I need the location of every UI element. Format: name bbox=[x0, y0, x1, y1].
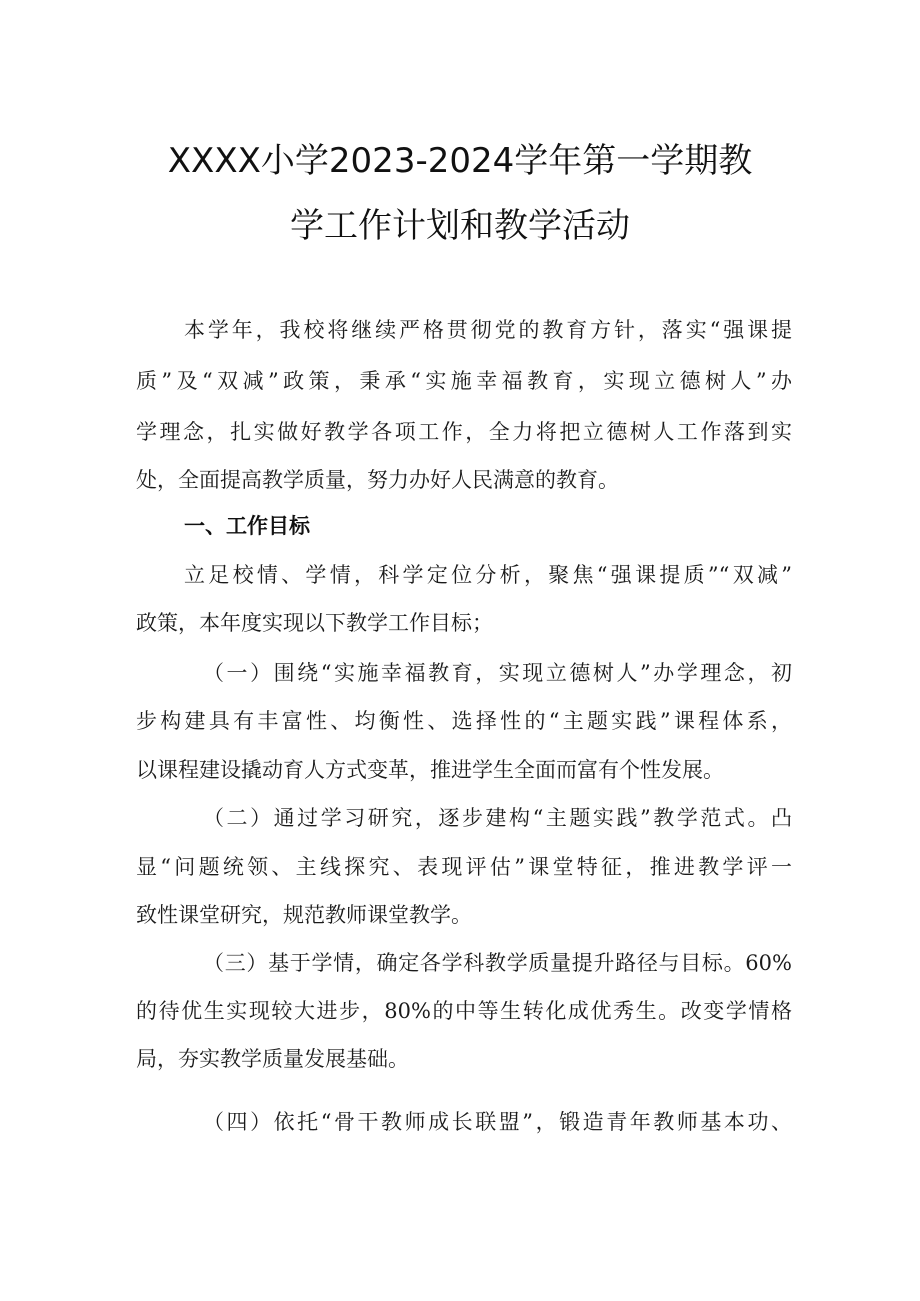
intro-paragraph-line: 本学年，我校将继续严格贯彻党的教育方针，落实“强课提 bbox=[184, 318, 792, 342]
section-intro-line: 政策，本年度实现以下教学工作目标； bbox=[136, 611, 493, 635]
goal-1-line: 步构建具有丰富性、均衡性、选择性的“主题实践”课程体系， bbox=[136, 709, 792, 733]
goal-3-line: （三）基于学情，确定各学科教学质量提升路径与目标。60% bbox=[203, 951, 792, 975]
goal-2-line: （二）通过学习研究，逐步建构“主题实践”教学范式。凸 bbox=[203, 806, 792, 830]
document-title-line-2: 学工作计划和教学活动 bbox=[290, 206, 630, 246]
intro-paragraph-line: 质”及“双减”政策，秉承“实施幸福教育，实现立德树人”办 bbox=[136, 369, 792, 393]
section-heading: 一、工作目标 bbox=[184, 514, 310, 538]
goal-2-line: 显“问题统领、主线探究、表现评估”课堂特征，推进教学评一 bbox=[136, 855, 792, 879]
intro-paragraph-line: 学理念，扎实做好教学各项工作，全力将把立德树人工作落到实 bbox=[136, 420, 792, 444]
goal-3-line: 局，夯实教学质量发展基础。 bbox=[136, 1047, 409, 1071]
goal-1-line: 以课程建设撬动育人方式变革，推进学生全面而富有个性发展。 bbox=[136, 758, 724, 782]
goal-1-line: （一）围绕“实施幸福教育，实现立德树人”办学理念，初 bbox=[203, 661, 792, 685]
document-title-line-1: XXXX小学2023-2024学年第一学期教 bbox=[167, 141, 753, 181]
goal-4-line: （四）依托“骨干教师成长联盟”，锻造青年教师基本功、 bbox=[203, 1110, 792, 1134]
section-intro-line: 立足校情、学情，科学定位分析，聚焦“强课提质”“双减” bbox=[184, 563, 792, 587]
intro-paragraph-line: 处，全面提高教学质量，努力办好人民满意的教育。 bbox=[136, 468, 619, 492]
goal-2-line: 致性课堂研究，规范教师课堂教学。 bbox=[136, 903, 472, 927]
goal-3-line: 的待优生实现较大进步，80%的中等生转化成优秀生。改变学情格 bbox=[136, 999, 792, 1023]
